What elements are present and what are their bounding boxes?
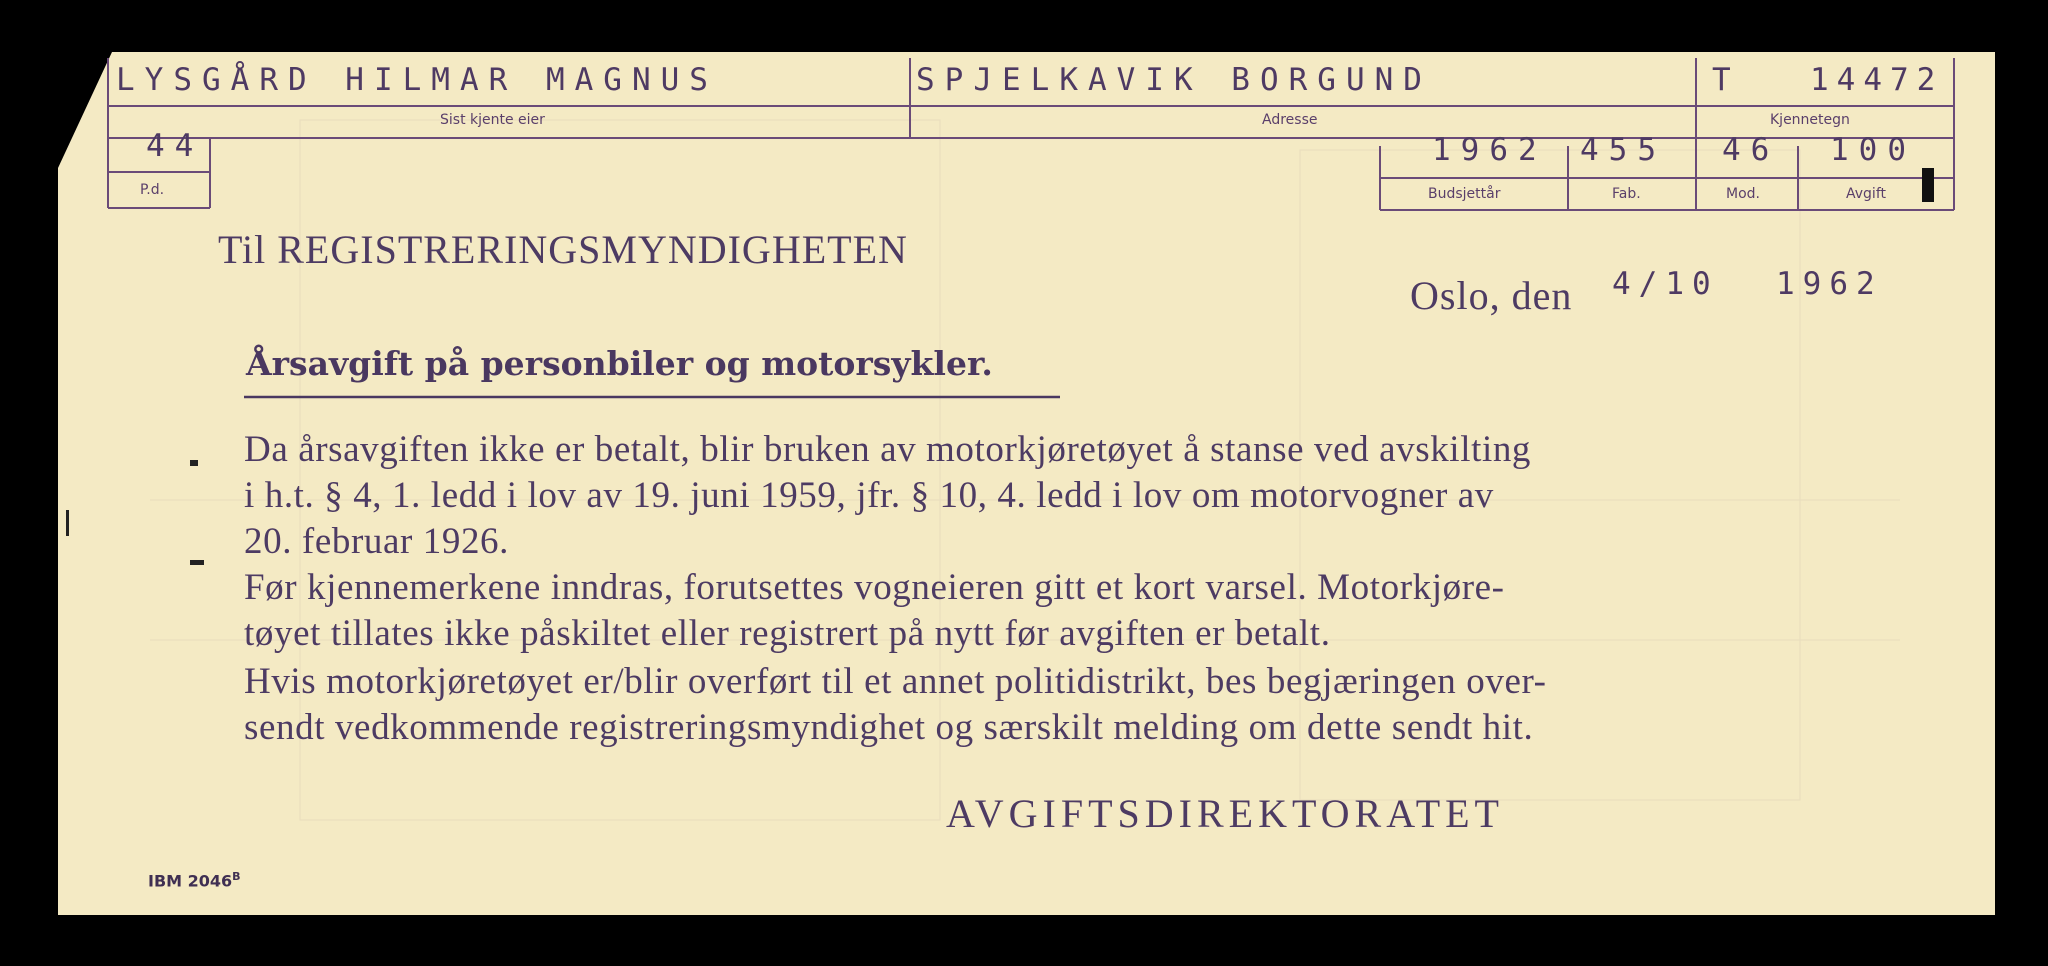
body-line: sendt vedkommende registreringsmyndighet og særskilt melding om dette sendt hit. bbox=[244, 707, 1534, 748]
place-date-prefix: Oslo, den bbox=[1410, 273, 1573, 318]
body-line: Hvis motorkjøretøyet er/blir overført til et annet politidistrikt, bes begjæringen over- bbox=[244, 661, 1547, 702]
pd-label: P.d. bbox=[140, 182, 165, 198]
budget-year-value: 1962 bbox=[1432, 132, 1547, 168]
body-line: Før kjennemerkene inndras, forutsettes vogneieren gitt et kort varsel. Motorkjøre- bbox=[244, 567, 1505, 608]
owner-label: Sist kjente eier bbox=[440, 112, 545, 128]
budget-year-label: Budsjettår bbox=[1428, 186, 1501, 202]
margin-dash bbox=[190, 560, 204, 565]
body-line: 20. februar 1926. bbox=[244, 521, 510, 562]
address-label: Adresse bbox=[1262, 112, 1318, 128]
address-value: SPJELKAVIK BORGUND bbox=[916, 62, 1432, 98]
body-line: Da årsavgiften ikke er betalt, blir bruken av motorkjøretøyet å stanse ved avskilting bbox=[244, 429, 1532, 470]
plate-number: 14472 bbox=[1810, 62, 1944, 98]
fab-label: Fab. bbox=[1612, 186, 1641, 202]
plate-label: Kjennetegn bbox=[1770, 112, 1850, 128]
form-code bbox=[148, 870, 241, 890]
mod-value: 46 bbox=[1722, 132, 1780, 168]
margin-tick bbox=[66, 510, 69, 536]
body-line: i h.t. § 4, 1. ledd i lov av 19. juni 1959, jfr. § 10, 4. ledd i lov om motorvogner av bbox=[244, 475, 1494, 516]
form-code-superscript: B bbox=[232, 870, 241, 883]
signature: AVGIFTSDIREKTORATET bbox=[946, 791, 1504, 836]
fab-value: 455 bbox=[1580, 132, 1666, 168]
form-code-text: IBM 2046 bbox=[148, 871, 233, 891]
body-line: tøyet tillates ikke påskiltet eller registrert på nytt før avgiften er betalt. bbox=[244, 613, 1331, 654]
fee-label: Avgift bbox=[1846, 186, 1886, 202]
date-value: 4/10 bbox=[1612, 266, 1719, 302]
owner-name: LYSGÅRD HILMAR MAGNUS bbox=[116, 62, 718, 98]
punch-mark bbox=[1922, 168, 1934, 202]
margin-dot bbox=[190, 460, 198, 466]
year-value: 1962 bbox=[1776, 266, 1883, 302]
fee-value: 100 bbox=[1830, 132, 1916, 168]
mod-label: Mod. bbox=[1726, 186, 1760, 202]
plate-prefix: T bbox=[1712, 62, 1741, 98]
recipient-heading: Til REGISTRERINGSMYNDIGHETEN bbox=[218, 227, 908, 272]
subject-title: Årsavgift på personbiler og motorsykler. bbox=[246, 344, 993, 383]
pd-value: 44 bbox=[146, 128, 204, 164]
